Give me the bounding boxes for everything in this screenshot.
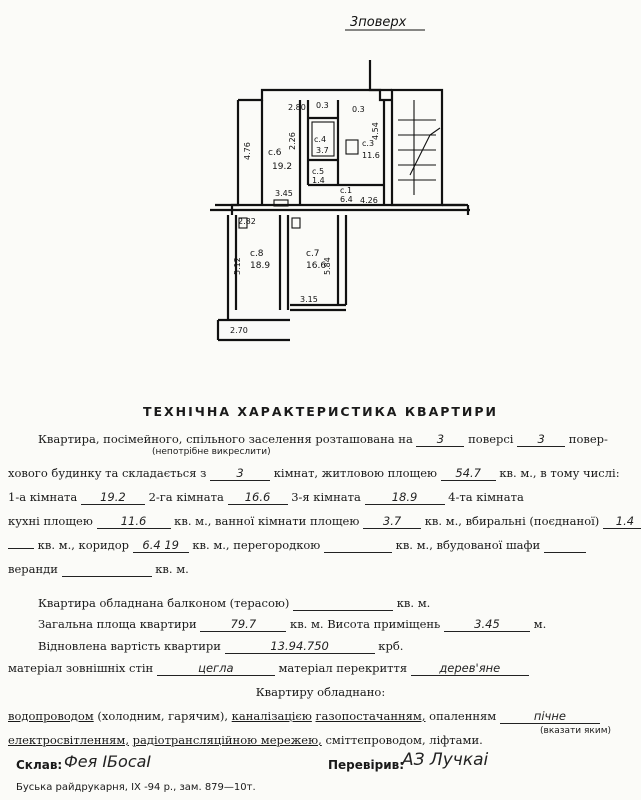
dim-label: 2.70 — [230, 326, 248, 335]
note: (вказати яким) — [540, 726, 612, 736]
text: (холодним, гарячим), — [97, 709, 229, 723]
dim-label: 0.3 — [352, 105, 365, 114]
text: веранди — [8, 562, 58, 576]
text: 2-га кімната — [148, 490, 224, 504]
text: кв. м., коридор — [37, 538, 130, 552]
room-code: с.7 — [306, 249, 320, 259]
room-area: 1.4 — [312, 176, 325, 185]
text: хового будинку та складається з — [8, 466, 207, 480]
text: кв. м., вбудованої шафи — [395, 538, 541, 552]
document-title: ТЕХНІЧНА ХАРАКТЕРИСТИКА КВАРТИРИ — [142, 404, 499, 419]
cost-value: 13.94.750 — [225, 639, 375, 654]
text: кв. м. Висота приміщень — [290, 617, 441, 631]
dim-label: 3.15 — [300, 295, 318, 304]
room-area: 11.6 — [362, 151, 380, 160]
text: кв. м., ванної кімнати площею — [174, 514, 360, 528]
dim-label: 2.82 — [238, 217, 256, 226]
text: кв. м. — [396, 596, 431, 610]
printer-footer: Буська райдрукарня, ІХ -94 р., зам. 879—10т. — [16, 782, 256, 793]
text: крб. — [378, 639, 404, 653]
text: кв. м. — [155, 562, 189, 576]
compiled-signature: Фея ІБосаІ — [64, 752, 152, 771]
room-area: 19.2 — [272, 162, 293, 172]
rooms-count: 3 — [210, 466, 270, 481]
text: Квартира обладнана балконом (терасою) — [38, 596, 290, 610]
floor-plan — [0, 0, 641, 360]
text: опаленням — [429, 709, 497, 723]
text: 1-а кімната — [8, 490, 78, 504]
dim-label: 4.26 — [360, 196, 378, 205]
wc-area: 1.4 — [603, 514, 641, 529]
room-code: с.5 — [312, 167, 325, 176]
text: сміттєпроводом, — [325, 733, 426, 747]
text: повер- — [568, 432, 608, 446]
heating-type: пічне — [500, 709, 600, 724]
dim-label: 5.84 — [323, 257, 332, 275]
room-code: с.3 — [362, 139, 375, 148]
room-code: с.8 — [250, 249, 264, 259]
ceiling-material: дерев'яне — [411, 661, 529, 676]
text: м. — [533, 617, 547, 631]
text: матеріал зовнішніх стін — [8, 661, 154, 675]
text: Відновлена вартість квартири — [38, 639, 221, 653]
walls-material: цегла — [157, 661, 275, 676]
floors-value: 3 — [517, 432, 565, 447]
dim-label: 2.80 — [288, 103, 306, 112]
checked-label: Перевірив: — [328, 758, 405, 772]
text: кв. м., вбиральні (поєднаної) — [424, 514, 600, 528]
text: кухні площею — [8, 514, 93, 528]
height-value: 3.45 — [444, 617, 530, 632]
text: кв. м., перегородкою — [192, 538, 321, 552]
text: Квартира, посімейного, спільного заселення розташована на — [38, 432, 413, 446]
bath-area: 3.7 — [363, 514, 421, 529]
text: кв. м., в тому числі: — [499, 466, 620, 480]
dim-label: 3.45 — [275, 189, 293, 198]
floor-value: 3 — [416, 432, 464, 447]
note: (непотрібне викреслити) — [152, 447, 271, 457]
text: поверсі — [468, 432, 514, 446]
equipment-heading: Квартиру обладнано: — [255, 685, 386, 699]
kitchen-area: 11.6 — [97, 514, 171, 529]
room-code: с.4 — [314, 135, 327, 144]
floor-label: 3поверх — [350, 15, 407, 30]
checked-signature: АЗ Лучкаі — [402, 750, 489, 770]
room-area: 3.7 — [316, 146, 329, 155]
dim-label: 0.3 — [316, 101, 329, 110]
equip-sewer: каналізацією — [231, 709, 312, 723]
room-area: 18.9 — [250, 261, 271, 271]
room1-area: 19.2 — [81, 490, 145, 505]
dim-label: 5.12 — [233, 257, 242, 275]
dim-label: 4.54 — [371, 122, 380, 140]
total-area: 79.7 — [200, 617, 286, 632]
text: матеріал перекриття — [278, 661, 408, 675]
room2-area: 16.6 — [228, 490, 288, 505]
text: кімнат, житловою площею — [273, 466, 438, 480]
text: 3-я кімната — [291, 490, 361, 504]
equip-gas: газопостачанням, — [315, 709, 426, 723]
room-area: 16.6 — [306, 261, 327, 271]
dim-label: 2.26 — [288, 132, 297, 150]
text: Загальна площа квартири — [38, 617, 197, 631]
room3-area: 18.9 — [365, 490, 445, 505]
living-area: 54.7 — [441, 466, 496, 481]
room-area: 6.4 — [340, 195, 353, 204]
room-code: с.6 — [268, 148, 282, 158]
text: 4-та кімната — [448, 490, 524, 504]
compiled-label: Склав: — [16, 758, 63, 772]
equip-water: водопроводом — [8, 709, 94, 723]
text: ліфтами. — [429, 733, 483, 747]
equip-radio: радіотрансляційною мережею, — [132, 733, 322, 747]
room-code: с.1 — [340, 186, 353, 195]
equip-electric: електросвітленням, — [8, 733, 130, 747]
corridor-area-2: 19 — [164, 538, 179, 552]
corridor-area: 6.4 — [142, 538, 161, 552]
dim-label: 4.76 — [243, 142, 252, 160]
